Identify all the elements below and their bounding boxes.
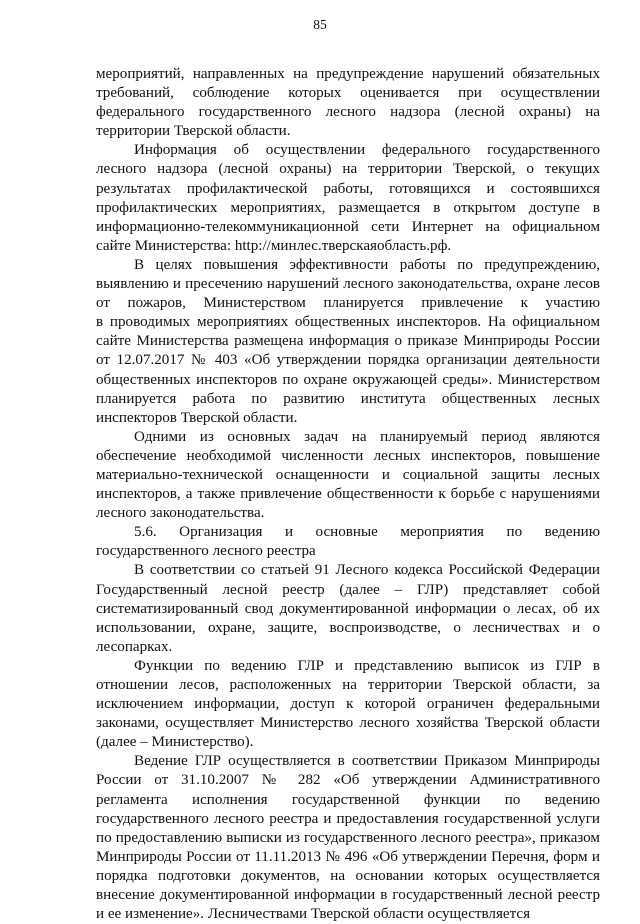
text-line: информационно-телекоммуникационной сети Интернет на официальном xyxy=(96,218,600,235)
text-line: территории Тверской области. xyxy=(96,123,291,140)
text-line: в проводимых мероприятиях общественных инспекторов. На официальном xyxy=(96,314,600,331)
text-line: выявлению и пресечению нарушений лесного законодательства, охране лесов xyxy=(96,276,600,293)
text-line: отношении лесов, расположенных на территории Тверской области, за xyxy=(96,677,600,693)
text-line: требований, соблюдение которых оценивается при осуществлении xyxy=(96,85,600,102)
paragraph-continuation xyxy=(96,65,600,141)
paragraph-glr-maintenance xyxy=(96,752,600,924)
text-line: лесного надзора (лесной охраны) на территории Тверской, о текущих xyxy=(96,161,600,178)
text-line: от 12.07.2017 № 403 «Об утверждении порядка организации деятельности xyxy=(96,352,600,369)
text-line: регламента исполнения государственной функции по ведению xyxy=(96,791,600,808)
text-line: исключением информации, доступ к которой ограничен федеральными xyxy=(96,696,600,713)
text-line: 5.6. Организация и основные мероприятия по ведению xyxy=(134,524,600,541)
paragraph-glr-functions xyxy=(96,657,600,752)
page-number: 85 xyxy=(313,17,327,32)
text-line: обеспечение необходимой численности лесных инспекторов, повышение xyxy=(96,447,600,464)
text-line: профилактических мероприятиях, размещается в открытом доступе в xyxy=(96,199,600,216)
text-line: Функции по ведению ГЛР и представлению выписок из ГЛР в xyxy=(134,657,600,674)
text-line: порядка подготовки документов, на основании которых осуществляется xyxy=(96,867,600,884)
text-line: внесение документированной информации в государственный лесной реестр xyxy=(96,887,600,904)
text-line: сайте Министерства размещена информация о приказе Минприроды России xyxy=(96,333,600,350)
text-line: России от 31.10.2007 № 282 «Об утверждении Административного xyxy=(96,772,600,789)
text-line: В соответствии со статьей 91 Лесного кодекса Российской Федерации xyxy=(134,562,600,579)
text-line: мероприятий, направленных на предупреждение нарушений обязательных xyxy=(96,66,600,82)
paragraph-main-tasks xyxy=(96,428,600,523)
text-line: систематизированный свод документированной информации о лесах, об их xyxy=(96,600,600,617)
text-line: Информация об осуществлении федерального государственного xyxy=(134,142,600,159)
text-line: федерального государственного лесного надзора (лесной охраны) на xyxy=(96,104,600,121)
text-line: сайте Министерства: http://минлес.тверскаяобласть.рф. xyxy=(96,237,452,254)
text-line: материально-технической оснащенности и социальной защиты лесных xyxy=(96,466,600,483)
text-line: от пожаров, Министерством планируется привлечение к участию xyxy=(96,295,600,312)
paragraph-information-online xyxy=(96,141,600,256)
text-line: Государственный лесной реестр (далее – ГЛР) представляет собой xyxy=(96,581,600,598)
paragraph-glr-definition xyxy=(96,561,600,656)
text-line: инспекторов Тверской области. xyxy=(96,409,298,426)
text-line: Одними из основных задач на планируемый период являются xyxy=(134,428,600,445)
text-line: планируется работа по развитию института общественных лесных xyxy=(96,390,600,407)
document-body xyxy=(96,65,600,924)
text-line: Минприроды России от 11.11.2013 № 496 «Об утверждении Перечня, форм и xyxy=(96,848,600,865)
text-line: лесопарках. xyxy=(96,638,173,655)
text-line: Ведение ГЛР осуществляется в соответствии Приказом Минприроды xyxy=(134,753,600,770)
text-line: общественных инспекторов по охране окружающей среды». Министерством xyxy=(96,371,600,388)
text-line: государственного лесного реестра и предоставления государственной услуги xyxy=(96,810,600,827)
paragraph-public-inspectors xyxy=(96,256,600,428)
text-line: инспекторов, а также привлечение общественности к борьбе с нарушениями xyxy=(96,486,600,503)
text-line: использовании, охране, защите, воспроизводстве, о лесничествах и о xyxy=(96,619,600,636)
text-line: лесного законодательства. xyxy=(96,505,265,522)
text-line: государственного лесного реестра xyxy=(96,543,316,560)
text-line: (далее – Министерство). xyxy=(96,734,254,751)
text-line: по предоставлению выписки из государственного лесного реестра», приказом xyxy=(96,829,600,846)
paragraph-section-5-6 xyxy=(96,523,600,561)
text-line: В целях повышения эффективности работы по предупреждению, xyxy=(134,256,600,273)
text-line: результатах профилактической работы, готовящихся и состоявшихся xyxy=(96,180,600,197)
text-line: и ее изменение». Лесничествами Тверской области осуществляется xyxy=(96,906,531,923)
text-line: законами, осуществляет Министерство лесного хозяйства Тверской области xyxy=(96,715,600,732)
